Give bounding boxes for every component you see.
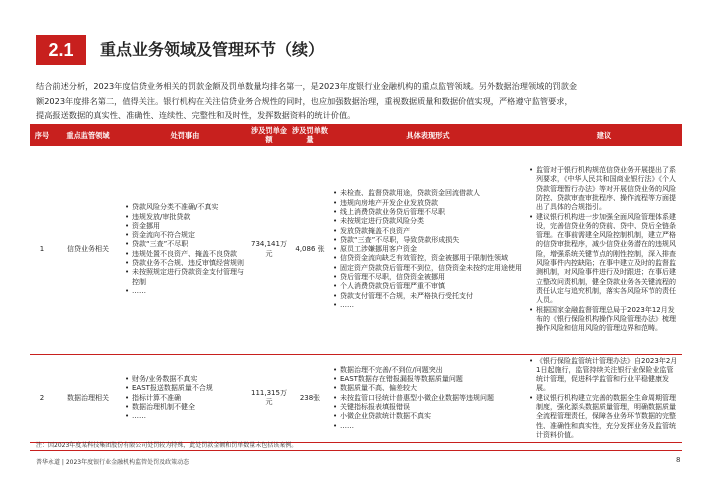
section-number: 2.1 bbox=[36, 35, 86, 65]
table-header-row bbox=[30, 124, 682, 146]
header-amount: 涉及罚单金额 bbox=[248, 124, 290, 146]
intro-line: 结合前述分析，2023年度信贷业务相关的罚款金额及罚单数量均排名第一，是2023年度银行业金融机构的重点监管领域。另外数据治理领域的罚款金 bbox=[36, 81, 578, 91]
list-item: • 《银行保险监管统计管理办法》自2023年2月1日起施行，监管持续关注银行业保险业监管统计管理，促进科学监管和行业平稳健康发展。 bbox=[529, 357, 679, 394]
list-item: • 数据质量不高、偏差较大 bbox=[333, 384, 523, 393]
footnote: 注：因2023年度某科技集团股份有限公司处罚较为特殊，此处罚款金额和罚单数量未包括该案例。 bbox=[36, 442, 298, 449]
header-forms: 具体表现形式 bbox=[330, 124, 526, 146]
list-item: • EAST报送数据质量不合规 bbox=[125, 384, 245, 393]
list-item: • 数据治理不完善/不到位/问题突出 bbox=[333, 366, 523, 375]
header-count: 涉及罚单数量 bbox=[290, 124, 330, 146]
list-item: • 固定资产贷款贷后管理不到位，信贷资金未按约定用途使用 bbox=[333, 264, 523, 273]
list-item: • 原员工涉嫌挪用客户资金 bbox=[333, 245, 523, 254]
list-item: • 贷款“三查”不尽职，导致贷款形成损失 bbox=[333, 236, 523, 245]
intro-line: 提高报送数据的真实性、准确性、连续性、完整性和及时性，发挥数据资料的统计价值。 bbox=[36, 110, 356, 121]
row-causes bbox=[122, 354, 248, 443]
list-item: • …… bbox=[333, 422, 523, 431]
header-area: 重点监管领域 bbox=[54, 124, 122, 146]
row-seq: 1 bbox=[30, 146, 54, 354]
list-item: • 信贷资金流向缺乏有效管控，资金被挪用于限制性领域 bbox=[333, 254, 523, 263]
list-item: • 贷款“三查”不尽职 bbox=[125, 240, 245, 249]
forms-list bbox=[333, 189, 523, 310]
section-title: 重点业务领域及管理环节（续） bbox=[100, 40, 325, 59]
row-suggestions bbox=[526, 354, 682, 443]
list-item: • 根据国家金融监督管理总局于2023年12月发布的《银行保险机构操作风险管理办法》梳理操作风险和信用风险的管理边界和范畴。 bbox=[529, 306, 679, 334]
row-suggestions bbox=[526, 146, 682, 354]
list-item: • …… bbox=[125, 287, 245, 296]
list-item: • 违规发放/审批贷款 bbox=[125, 213, 245, 222]
list-item: • 未按规定进行贷款风险分类 bbox=[333, 217, 523, 226]
list-item: • EAST数据存在错报漏报等数据质量问题 bbox=[333, 375, 523, 384]
list-item: • 贷款业务不合规、违反审慎经营规则 bbox=[125, 259, 245, 268]
row-area: 信贷业务相关 bbox=[54, 146, 122, 354]
suggestion-list bbox=[529, 166, 679, 333]
suggestion-list bbox=[529, 357, 679, 441]
list-item: • 财务/业务数据不真实 bbox=[125, 375, 245, 384]
table-row bbox=[30, 146, 682, 354]
list-item: • 未按照规定进行贷款资金支付管理与控制 bbox=[125, 268, 245, 287]
list-item: • 未按监管口径统计普惠型小微企业数据等违规问题 bbox=[333, 394, 523, 403]
list-item: • 建议银行机构建立完善的数据全生命周期管理制度，强化源头数据质量管理，明确数据质量全流程管理责任，保障各业务环节数据的完整性、准确性和真实性，充分发挥业务及监管统计资料价值。 bbox=[529, 394, 679, 440]
list-item: • …… bbox=[125, 412, 245, 421]
row-count: 4,086 张 bbox=[290, 146, 330, 354]
list-item: • …… bbox=[333, 301, 523, 310]
list-item: • 贷款风险分类不准确/不真实 bbox=[125, 203, 245, 212]
footer-text: 普华永道 | 2023年度银行业金融机构监管处罚及政策动态 bbox=[36, 459, 190, 466]
row-amount: 111,315万元 bbox=[248, 354, 290, 443]
table-row bbox=[30, 354, 682, 443]
page-number: 8 bbox=[676, 456, 681, 464]
footer-divider bbox=[30, 450, 682, 451]
row-area: 数据治理相关 bbox=[54, 354, 122, 443]
header-cause: 处罚事由 bbox=[122, 124, 248, 146]
list-item: • 指标计算不准确 bbox=[125, 394, 245, 403]
row-forms bbox=[330, 146, 526, 354]
list-item: • 违规向房地产开发企业发放贷款 bbox=[333, 199, 523, 208]
list-item: • 小微企业贷款统计数据不真实 bbox=[333, 412, 523, 421]
forms-list bbox=[333, 366, 523, 431]
section-header bbox=[0, 35, 710, 65]
list-item: • 建议银行机构进一步加强全面风险管理体系建设，完善信贷业务的贷前、贷中、贷后全链条管理。在事前需建全风险控制机制，建立严格的信贷审批程序，减少信贷业务潜在的违规风险，增强系统关键节点的刚性控制，深入排查风险事件内控缺陷；在事中建立及时的监督监测机制，对风险事件进行及时跟进；在事后建立整改问责机制，健全贷款业务各关键流程的责任认定与追究机制，落实各风险环节的责任人员。 bbox=[529, 213, 679, 306]
list-item: • 数据治理机制不健全 bbox=[125, 403, 245, 412]
list-item: • 贷后管理不尽职，信贷资金被挪用 bbox=[333, 273, 523, 282]
row-count: 238张 bbox=[290, 354, 330, 443]
list-item: • 未检查、监督贷款用途，贷款资金回流借款人 bbox=[333, 189, 523, 198]
list-item: • 贷款支付管理不合规，未严格执行受托支付 bbox=[333, 292, 523, 301]
header-suggest: 建议 bbox=[526, 124, 682, 146]
penalty-table bbox=[30, 124, 682, 443]
list-item: • 线上消费贷款业务贷后管理不尽职 bbox=[333, 208, 523, 217]
intro-line: 额2023年度排名第二，值得关注。银行机构在关注信贷业务合规性的同时，也应加强数据治理，重视数据质量和数据价值实现，严格遵守监管要求， bbox=[36, 95, 573, 106]
list-item: • 个人消费贷款贷后管理严重不审慎 bbox=[333, 282, 523, 291]
intro-paragraph bbox=[36, 79, 678, 123]
cause-list bbox=[125, 375, 245, 421]
list-item: • 发放贷款掩盖不良资产 bbox=[333, 227, 523, 236]
list-item: • 资金流向不符合规定 bbox=[125, 231, 245, 240]
row-amount: 734,141万元 bbox=[248, 146, 290, 354]
cause-list bbox=[125, 203, 245, 296]
header-seq: 序号 bbox=[30, 124, 54, 146]
list-item: • 监管对于银行机构规范信贷业务开展提出了系列要求，《中华人民共和国商业银行法》《个人贷款管理暂行办法》等对开展信贷业务的风险防控、贷款审查审批程序、操作流程等方面提出了具体的合规指引。 bbox=[529, 166, 679, 212]
row-causes bbox=[122, 146, 248, 354]
row-forms bbox=[330, 354, 526, 443]
row-seq: 2 bbox=[30, 354, 54, 443]
list-item: • 关键指标报表填报错误 bbox=[333, 403, 523, 412]
list-item: • 资金挪用 bbox=[125, 222, 245, 231]
list-item: • 违规处置不良资产、掩盖不良贷款 bbox=[125, 250, 245, 259]
